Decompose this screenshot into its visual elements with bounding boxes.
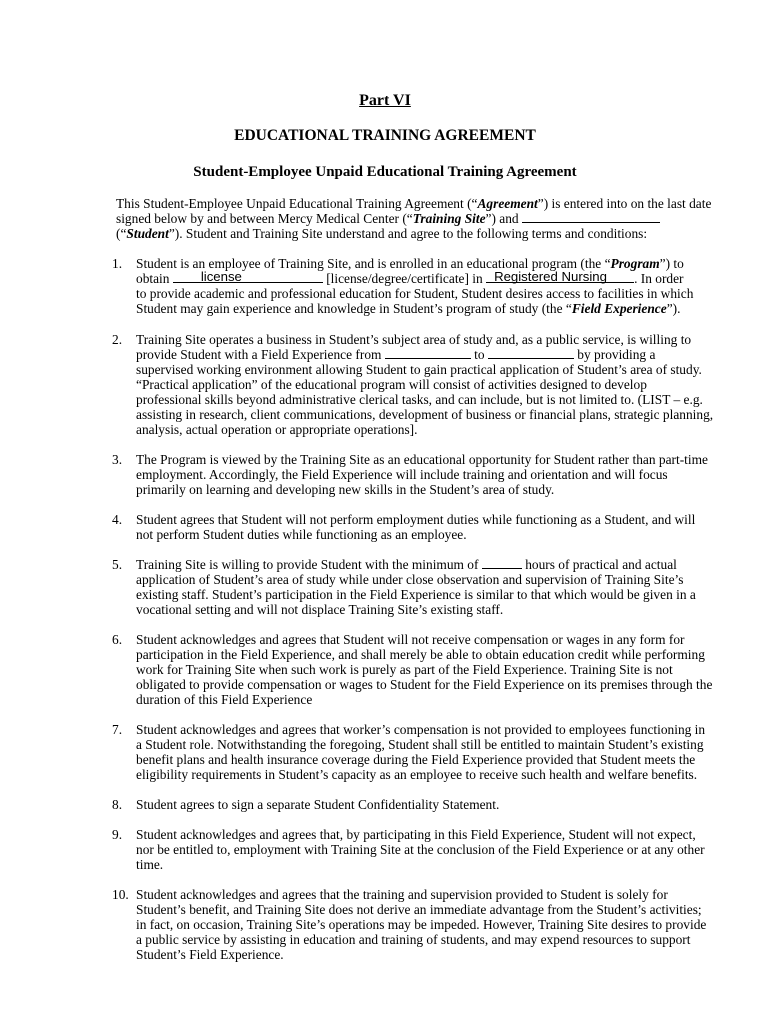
part-heading: Part VI — [359, 92, 411, 109]
min-hours-blank[interactable] — [482, 557, 522, 569]
intro-line: (“Student”). Student and Training Site understand and agree to the following terms and conditions: — [116, 226, 648, 241]
clause-2: 2. Training Site operates a business in Student’s subject area of study and, as a public service, is willing to provide Student with a Field Experience from to by providing a supervised working environment allowing Student to gain practical application of Student’s area of study. “Practical application” of the educational program will consist of activities designed to develop professional skills beyond administrative clerical tasks, and can include, but is not limited to. (LIST – e.g. assisting in research, client communications, development of business or financial plans, strategic planning, analysis, actual operation or appropriate operations]. — [112, 332, 714, 437]
credential-type-field[interactable] — [173, 271, 323, 283]
clause-6: 6. Student acknowledges and agrees that Student will not receive compensation or wages in any form for participation in the Field Experience, and shall merely be able to obtain education credit while performing work for Training Site when such work is purely as part of the Field Experience. Training Site is not obligated to provide compensation or wages to Student for the Field Experience on its premises through the duration of this Field Experience — [112, 632, 713, 707]
clause-7: 7. Student acknowledges and agrees that worker’s compensation is not provided to employees functioning in a Student role. Notwithstanding the foregoing, Student shall still be entitled to maintain Student’s existing benefit plans and health insurance coverage during the Field Experience provided that Student meets the eligibility requirements in Student’s capacity as an employee to receive such health and welfare benefits. — [112, 722, 706, 782]
clause-1: 1. Student is an employee of Training Site, and is enrolled in an educational program (the “Program”) to obtain license [license/degree/certificate] in Registered Nursing . In order to provide academic and professional education for Student, Student desires access to facilities in which Student may gain experience and knowledge in Student’s program of study (the “Field Experience”). — [112, 256, 694, 316]
student-name-blank[interactable] — [522, 211, 660, 223]
program-name-field[interactable] — [486, 271, 634, 283]
clause-number: 4. — [112, 512, 123, 527]
intro-line: signed below by and between Mercy Medical Center (“Training Site”) and — [116, 211, 676, 226]
clause-number: 10. — [112, 887, 129, 902]
clause-number: 5. — [112, 557, 123, 572]
clause-10: 10. Student acknowledges and agrees that the training and supervision provided to Student is solely for Student’s benefit, and Training Site does not derive an immediate advantage from the Student’s activities; in fact, on occasion, Training Site’s operations may be impeded. However, Training Site desires to provide a public service by assisting in education and training of students, and may expend resources to support Student’s Field Experience. — [112, 887, 707, 962]
intro-paragraph — [116, 196, 712, 241]
clause-number: 9. — [112, 827, 123, 842]
agreement-subtitle: Student-Employee Unpaid Educational Training Agreement — [193, 164, 577, 180]
end-date-blank[interactable] — [488, 347, 574, 359]
credential-type-value: license — [200, 269, 242, 284]
clause-5: 5. Training Site is willing to provide Student with the minimum of hours of practical and actual application of Student’s area of study while under close observation and supervision of Training Site’s existing staff. Student’s participation in the Field Experience is similar to that which would be given in a vocational setting and will not displace Training Site’s existing staff. — [112, 557, 696, 617]
clause-number: 8. — [112, 797, 123, 812]
agreement-title: EDUCATIONAL TRAINING AGREEMENT — [234, 127, 536, 144]
clause-number: 2. — [112, 332, 123, 347]
clause-number: 6. — [112, 632, 123, 647]
intro-line: This Student-Employee Unpaid Educational Training Agreement (“Agreement”) is entered into on the last date — [116, 196, 712, 211]
program-name-value: Registered Nursing — [494, 269, 607, 284]
clause-3: 3. The Program is viewed by the Training Site as an educational opportunity for Student rather than part-time employment. Accordingly, the Field Experience will include training and orientation and will focus primarily on learning and developing new skills in the Student’s area of study. — [112, 452, 708, 497]
start-date-blank[interactable] — [385, 347, 471, 359]
clause-number: 1. — [112, 256, 123, 271]
clause-number: 3. — [112, 452, 123, 467]
clause-number: 7. — [112, 722, 123, 737]
clause-8: 8. Student agrees to sign a separate Student Confidentiality Statement. — [112, 797, 500, 812]
clause-9: 9. Student acknowledges and agrees that, by participating in this Field Experience, Student will not expect, nor be entitled to, employment with Training Site at the conclusion of the Field Experience or at any other time. — [112, 827, 705, 872]
clause-4: 4. Student agrees that Student will not perform employment duties while functioning as a Student, and will not perform Student duties while functioning as an employee. — [112, 512, 696, 542]
